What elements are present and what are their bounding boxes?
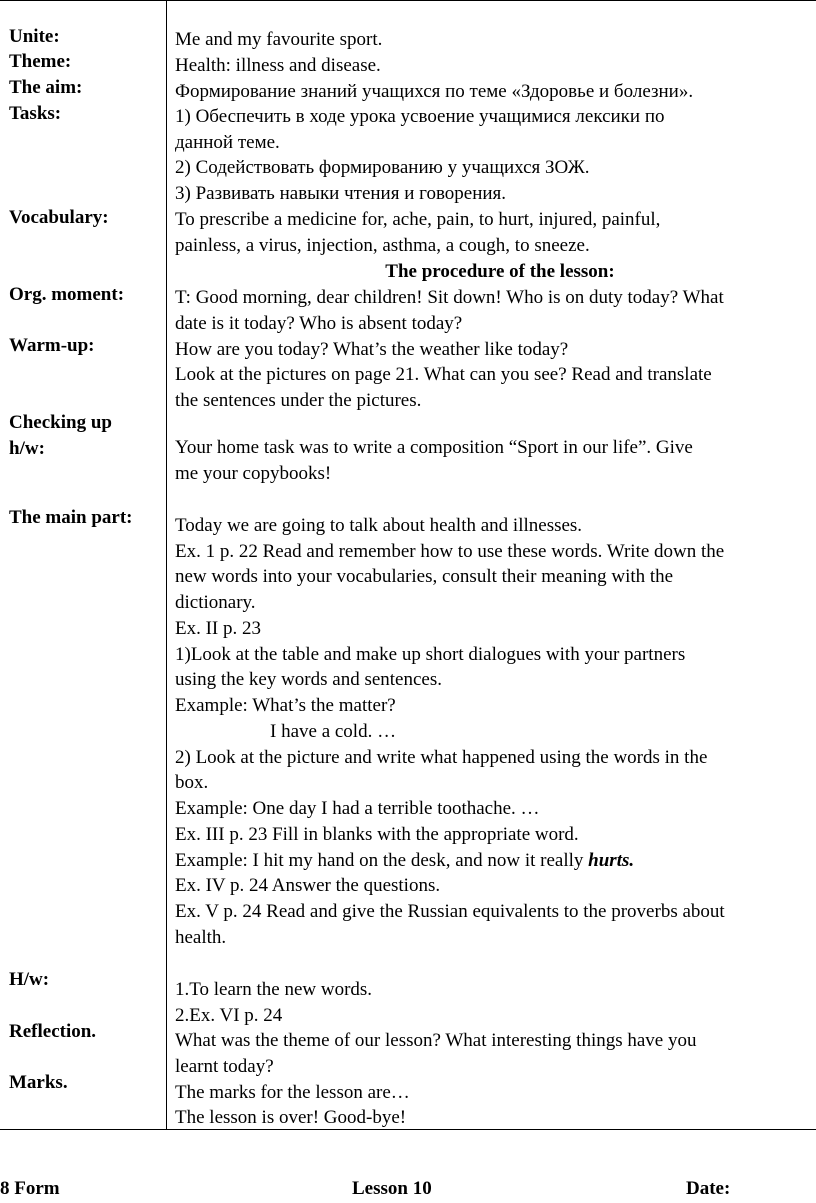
task-2: 2) Содействовать формированию у учащихся ЗОЖ. bbox=[175, 157, 590, 178]
warm-up-line-1: How are you today? What’s the weather like today? bbox=[175, 339, 569, 360]
label-hw: H/w: bbox=[9, 969, 50, 990]
label-marks: Marks. bbox=[9, 1072, 68, 1093]
task-1-line-1: 1) Обеспечить в ходе урока усвоение учащимися лексики по bbox=[175, 106, 665, 127]
label-unite: Unite: bbox=[9, 26, 60, 47]
main-part-line-2: Ex. 1 p. 22 Read and remember how to use these words. Write down the bbox=[175, 541, 725, 562]
main-part-line-10: 2) Look at the picture and write what happened using the words in the bbox=[175, 747, 708, 768]
main-part-line-16: Ex. V p. 24 Read and give the Russian equivalents to the proverbs about bbox=[175, 901, 725, 922]
main-part-line-17: health. bbox=[175, 927, 227, 948]
task-1-line-2: данной теме. bbox=[175, 132, 280, 153]
org-moment-line-1: T: Good morning, dear children! Sit down! Who is on duty today? What bbox=[175, 287, 724, 308]
main-part-line-3: new words into your vocabularies, consult their meaning with the bbox=[175, 566, 674, 587]
column-divider bbox=[166, 0, 167, 1130]
reflection-line-1: What was the theme of our lesson? What interesting things have you bbox=[175, 1030, 697, 1051]
table-bottom-border bbox=[0, 1129, 816, 1130]
theme-text: Health: illness and disease. bbox=[175, 55, 381, 76]
main-part-line-12: Example: One day I had a terrible toothache. … bbox=[175, 798, 540, 819]
label-reflection: Reflection. bbox=[9, 1021, 97, 1042]
emphasized-word: hurts. bbox=[588, 850, 635, 871]
main-part-line-1: Today we are going to talk about health and illnesses. bbox=[175, 515, 583, 536]
label-aim: The aim: bbox=[9, 77, 83, 98]
footer-form: 8 Form bbox=[0, 1178, 60, 1199]
main-part-line-15: Ex. IV p. 24 Answer the questions. bbox=[175, 875, 441, 896]
main-part-line-5: Ex. II p. 23 bbox=[175, 618, 262, 639]
vocabulary-line-1: To prescribe a medicine for, ache, pain, to hurt, injured, painful, bbox=[175, 209, 661, 230]
main-part-line-4: dictionary. bbox=[175, 592, 256, 613]
label-tasks: Tasks: bbox=[9, 103, 62, 124]
marks-text: The marks for the lesson are… bbox=[175, 1082, 410, 1103]
table-top-border bbox=[0, 0, 816, 1]
org-moment-line-2: date is it today? Who is absent today? bbox=[175, 313, 463, 334]
main-part-line-9: I have a cold. … bbox=[270, 721, 397, 742]
main-part-line-8: Example: What’s the matter? bbox=[175, 695, 396, 716]
unite-text: Me and my favourite sport. bbox=[175, 29, 383, 50]
main-part-line-11: box. bbox=[175, 772, 209, 793]
procedure-heading: The procedure of the lesson: bbox=[385, 261, 615, 282]
main-part-line-7: using the key words and sentences. bbox=[175, 669, 442, 690]
vocabulary-line-2: painless, a virus, injection, asthma, a cough, to sneeze. bbox=[175, 235, 590, 256]
checking-line-2: me your copybooks! bbox=[175, 463, 332, 484]
goodbye-text: The lesson is over! Good-bye! bbox=[175, 1107, 407, 1128]
footer-date: Date: bbox=[686, 1178, 731, 1199]
label-theme: Theme: bbox=[9, 51, 72, 72]
aim-text: Формирование знаний учащихся по теме «Здоровье и болезни». bbox=[175, 81, 694, 102]
main-part-line-6: 1)Look at the table and make up short dialogues with your partners bbox=[175, 644, 686, 665]
main-part-line-14 bbox=[175, 848, 634, 874]
label-checking-up-hw: h/w: bbox=[9, 438, 45, 459]
warm-up-line-3: the sentences under the pictures. bbox=[175, 390, 422, 411]
label-warm-up: Warm-up: bbox=[9, 335, 95, 356]
label-org-moment: Org. moment: bbox=[9, 284, 125, 305]
warm-up-line-2: Look at the pictures on page 21. What can you see? Read and translate bbox=[175, 364, 712, 385]
label-checking-up: Checking up bbox=[9, 412, 112, 433]
task-3: 3) Развивать навыки чтения и говорения. bbox=[175, 183, 507, 204]
example-sentence: Example: I hit my hand on the desk, and now it really bbox=[175, 850, 589, 871]
footer-lesson: Lesson 10 bbox=[352, 1178, 432, 1199]
checking-line-1: Your home task was to write a composition “Sport in our life”. Give bbox=[175, 437, 693, 458]
hw-line-1: 1.To learn the new words. bbox=[175, 979, 373, 1000]
label-main-part: The main part: bbox=[9, 507, 133, 528]
main-part-line-13: Ex. III p. 23 Fill in blanks with the appropriate word. bbox=[175, 824, 579, 845]
label-vocabulary: Vocabulary: bbox=[9, 207, 109, 228]
reflection-line-2: learnt today? bbox=[175, 1056, 274, 1077]
hw-line-2: 2.Ex. VI p. 24 bbox=[175, 1005, 283, 1026]
